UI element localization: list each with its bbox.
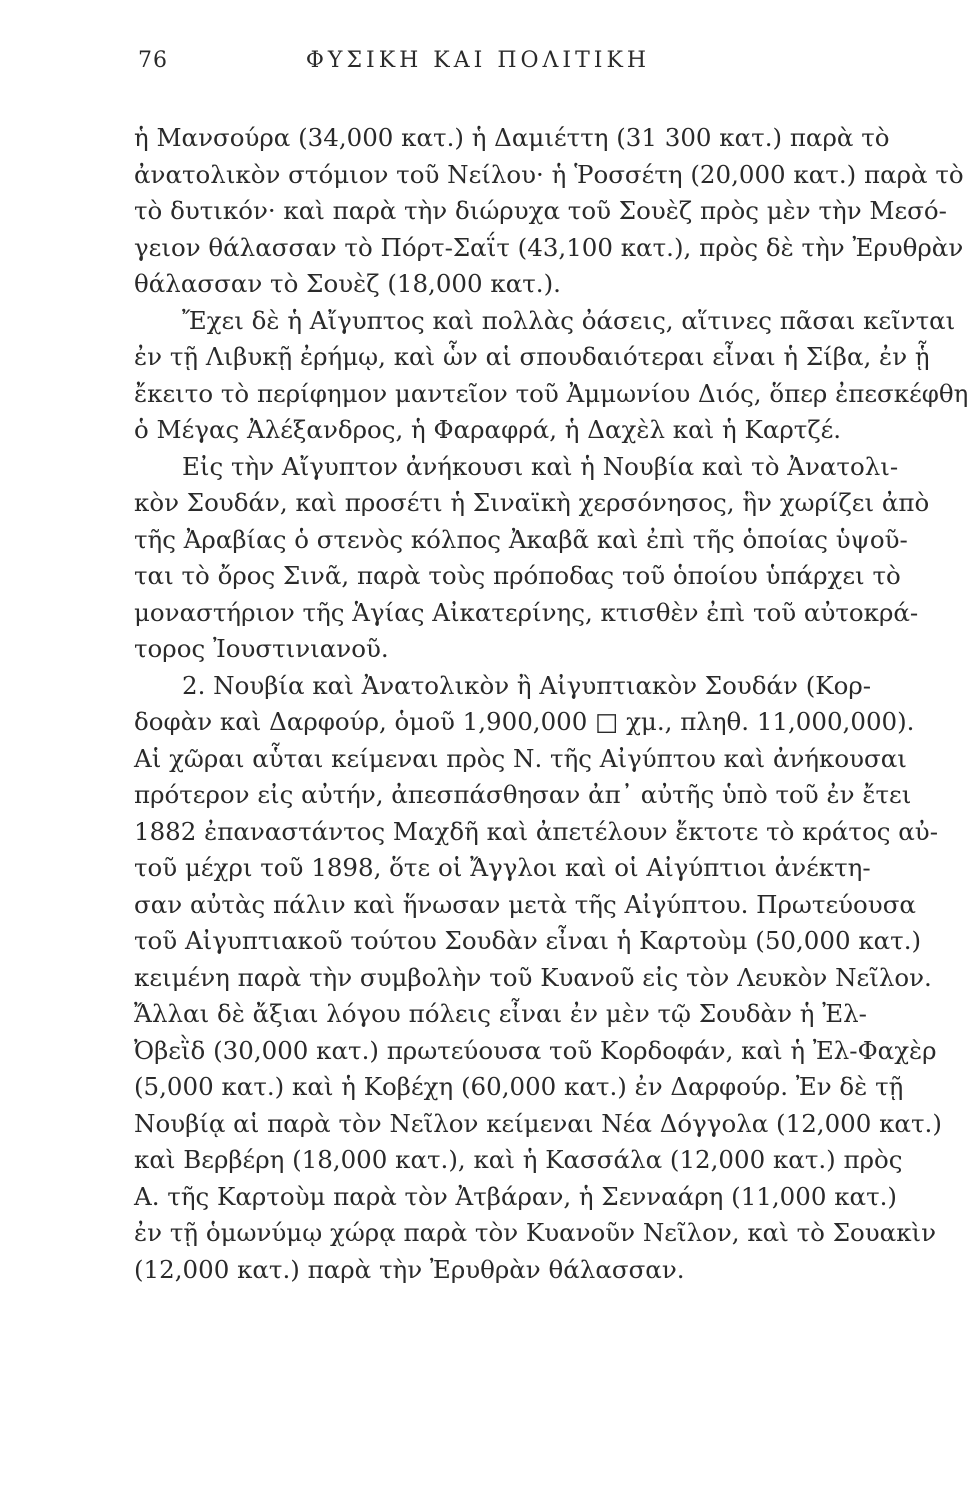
text-line: μοναστήριον τῆς Ἁγίας Αἰκατερίνης, κτισθὲν ἐπὶ τοῦ αὐτοκρά- [134, 597, 919, 627]
text-line: κὸν Σουδάν, καὶ προσέτι ἡ Σιναϊκὴ χερσόνησος, ἣν χωρίζει ἀπὸ [134, 488, 930, 517]
text-line: ἐν τῇ Λιβυκῇ ἐρήμῳ, καὶ ὧν αἱ σπουδαιότεραι εἶναι ἡ Σίβα, ἐν ᾗ [134, 342, 930, 371]
text-line: γειον θάλασσαν τὸ Πόρτ-Σαΐτ (43,100 κατ.), πρὸς δὲ τὴν Ἐρυθρὰν [134, 232, 964, 262]
text-line: τοῦ Αἰγυπτιακοῦ τούτου Σουδὰν εἶναι ἡ Καρτοὺμ (50,000 κατ.) [134, 926, 922, 955]
text-line: ἡ Μανσούρα (34,000 κατ.) ἡ Δαμιέττη (31 300 κατ.) παρὰ τὸ [134, 123, 890, 152]
text-line: ὁ Μέγας Ἀλέξανδρος, ἡ Φαραφρά, ἡ Δαχὲλ καὶ ἡ Καρτζέ. [134, 415, 842, 444]
page-header [120, 40, 836, 90]
text-line: 2. Νουβία καὶ Ἀνατολικὸν ἢ Αἰγυπτιακὸν Σουδάν (Κορ- [182, 670, 872, 700]
running-head: ΦΥΣΙΚΗ ΚΑΙ ΠΟΛΙΤΙΚΗ [305, 48, 651, 73]
text-line: ἐν τῇ ὁμωνύμῳ χώρᾳ παρὰ τὸν Κυανοῦν Νεῖλον, καὶ τὸ Σουακὶν [134, 1218, 937, 1247]
text-line: ἔκειτο τὸ περίφημον μαντεῖον τοῦ Ἀμμωνίου Διός, ὅπερ ἐπεσκέφθη [134, 378, 968, 408]
text-line: τοῦ μέχρι τοῦ 1898, ὅτε οἱ Ἄγγλοι καὶ οἱ Αἰγύπτιοι ἀνέκτη- [134, 853, 871, 882]
text-line: ται τὸ ὄρος Σινᾶ, παρὰ τοὺς πρόποδας τοῦ ὁποίου ὑπάρχει τὸ [134, 561, 901, 590]
body-text [120, 120, 968, 1288]
text-line: Νουβίᾳ αἱ παρὰ τὸν Νεῖλον κείμεναι Νέα Δόγγολα (12,000 κατ.) [134, 1108, 942, 1138]
text-line: πρότερον εἰς αὐτήν, ἀπεσπάσθησαν ἀπ᾿ αὐτῆς ὑπὸ τοῦ ἐν ἔτει [134, 780, 912, 809]
text-line: 1882 ἐπαναστάντος Μαχδῆ καὶ ἀπετέλουν ἔκτοτε τὸ κράτος αὐ- [134, 816, 938, 846]
text-line: Ὀβεῒδ (30,000 κατ.) πρωτεύουσα τοῦ Κορδοφάν, καὶ ἡ Ἐλ-Φαχὲρ [134, 1035, 937, 1065]
text-line: τορος Ἰουστινιανοῦ. [134, 634, 389, 663]
text-line: Εἰς τὴν Αἴγυπτον ἀνήκουσι καὶ ἡ Νουβία καὶ τὸ Ἀνατολι- [182, 451, 899, 481]
text-line: Ἔχει δὲ ἡ Αἴγυπτος καὶ πολλὰς ὀάσεις, αἵτινες πᾶσαι κεῖνται [182, 305, 956, 335]
text-line: (5,000 κατ.) καὶ ἡ Κοβέχη (60,000 κατ.) ἐν Δαρφούρ. Ἐν δὲ τῇ [134, 1072, 904, 1101]
text-line: τὸ δυτικόν· καὶ παρὰ τὴν διώρυχα τοῦ Σουὲζ πρὸς μὲν τὴν Μεσό- [134, 196, 947, 225]
text-line: θάλασσαν τὸ Σουὲζ (18,000 κατ.). [134, 269, 561, 298]
text-line: καὶ Βερβέρη (18,000 κατ.), καὶ ἡ Κασσάλα (12,000 κατ.) πρὸς [134, 1145, 903, 1174]
text-line: Ἄλλαι δὲ ἄξιαι λόγου πόλεις εἶναι ἐν μὲν τῷ Σουδὰν ἡ Ἐλ- [134, 999, 867, 1028]
text-line: ἀνατολικὸν στόμιον τοῦ Νείλου· ἡ Ῥοσσέτη (20,000 κατ.) παρὰ τὸ [134, 159, 964, 189]
text-line: τῆς Ἀραβίας ὁ στενὸς κόλπος Ἀκαβᾶ καὶ ἐπὶ τῆς ὁποίας ὑψοῦ- [134, 524, 908, 554]
text-line: δοφὰν καὶ Δαρφούρ, ὁμοῦ 1,900,000 □ χμ., πληθ. 11,000,000). [134, 707, 915, 736]
page-number: 76 [138, 48, 168, 73]
text-line: σαν αὐτὰς πάλιν καὶ ἥνωσαν μετὰ τῆς Αἰγύπτου. Πρωτεύουσα [134, 889, 916, 919]
text-line: κειμένη παρὰ τὴν συμβολὴν τοῦ Κυανοῦ εἰς τὸν Λευκὸν Νεῖλον. [134, 962, 932, 992]
text-line: Αἱ χῶραι αὗται κείμεναι πρὸς Ν. τῆς Αἰγύπτου καὶ ἀνήκουσαι [134, 743, 907, 773]
text-line: Α. τῆς Καρτοὺμ παρὰ τὸν Ἀτβάραν, ἡ Σενναάρη (11,000 κατ.) [134, 1181, 897, 1211]
text-line: (12,000 κατ.) παρὰ τὴν Ἐρυθρὰν θάλασσαν. [134, 1254, 685, 1284]
